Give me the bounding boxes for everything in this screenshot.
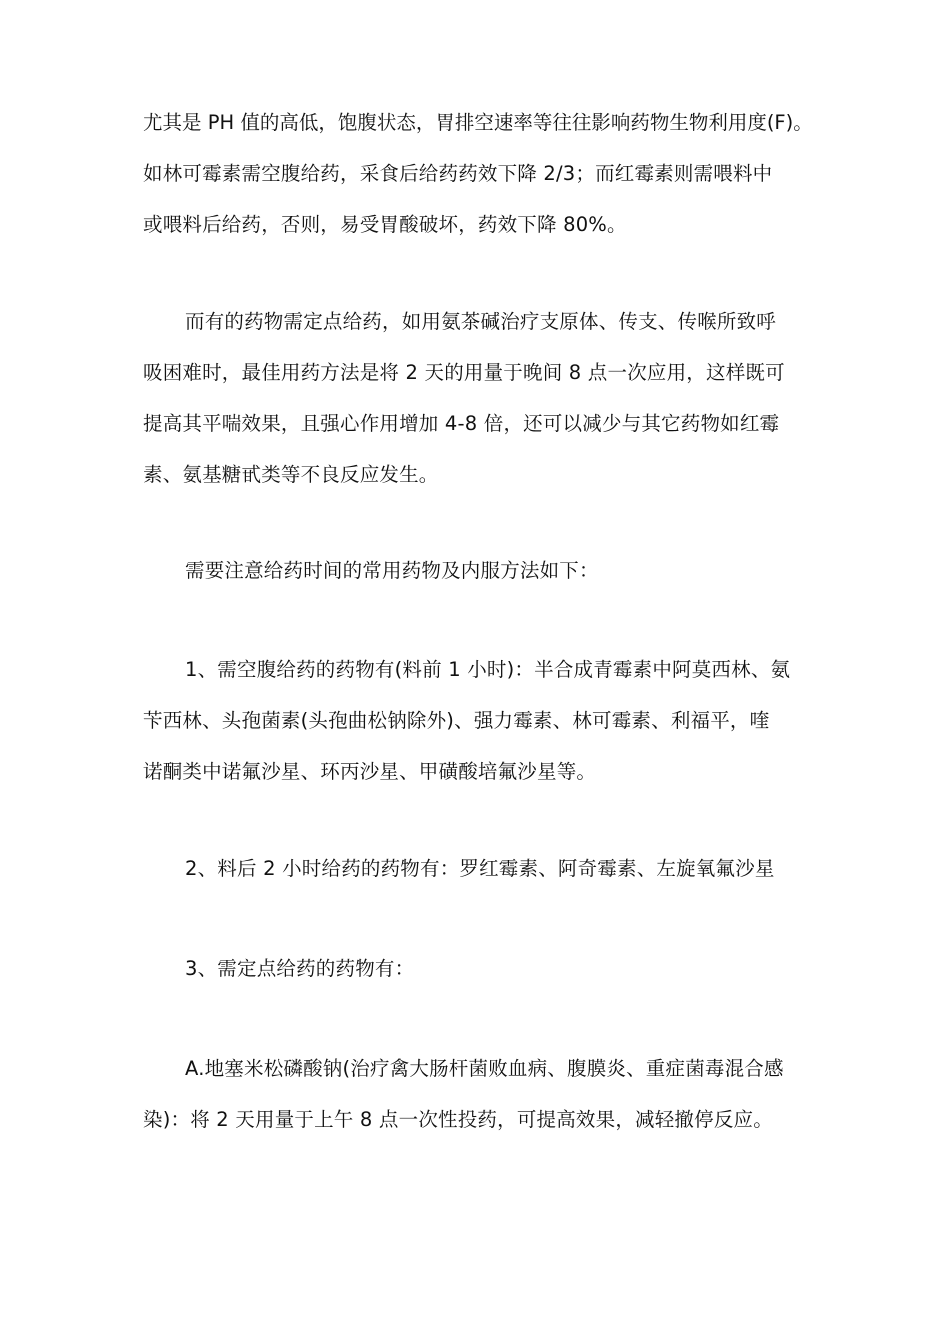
paragraph-line: 1、需空腹给药的药物有(料前 1 小时)：半合成青霉素中阿莫西林、氨	[185, 658, 791, 681]
paragraph-1	[143, 97, 813, 250]
paragraph-4	[143, 644, 813, 797]
paragraph-line: 苄西林、头孢菌素(头孢曲松钠除外)、强力霉素、林可霉素、利福平，喹	[143, 709, 770, 732]
paragraph-line: A.地塞米松磷酸钠(治疗禽大肠杆菌败血病、腹膜炎、重症菌毒混合感	[185, 1057, 784, 1080]
paragraph-6	[143, 943, 813, 994]
paragraph-line: 需要注意给药时间的常用药物及内服方法如下：	[185, 559, 599, 582]
paragraph-line: 如林可霉素需空腹给药，采食后给药药效下降 2/3；而红霉素则需喂料中	[143, 162, 773, 185]
paragraph-line: 3、需定点给药的药物有：	[185, 957, 415, 980]
paragraph-line: 诺酮类中诺氟沙星、环丙沙星、甲磺酸培氟沙星等。	[143, 760, 597, 783]
paragraph-line: 吸困难时，最佳用药方法是将 2 天的用量于晚间 8 点一次应用，这样既可	[143, 361, 785, 384]
paragraph-line: 提高其平喘效果，且强心作用增加 4-8 倍，还可以减少与其它药物如红霉	[143, 412, 780, 435]
paragraph-line: 而有的药物需定点给药，如用氨茶碱治疗支原体、传支、传喉所致呼	[185, 310, 777, 333]
paragraph-2	[143, 296, 813, 500]
paragraph-3	[143, 545, 813, 596]
paragraph-line: 或喂料后给药，否则，易受胃酸破坏，药效下降 80%。	[143, 213, 627, 236]
paragraph-line: 染)：将 2 天用量于上午 8 点一次性投药，可提高效果，减轻撤停反应。	[143, 1108, 773, 1131]
paragraph-5	[143, 843, 813, 894]
paragraph-line: 素、氨基糖甙类等不良反应发生。	[143, 463, 439, 486]
paragraph-line: 尤其是 PH 值的高低，饱腹状态，胃排空速率等往往影响药物生物利用度(F)。	[143, 111, 813, 134]
paragraph-line: 2、料后 2 小时给药的药物有：罗红霉素、阿奇霉素、左旋氧氟沙星	[185, 857, 775, 880]
paragraph-7	[143, 1043, 813, 1145]
